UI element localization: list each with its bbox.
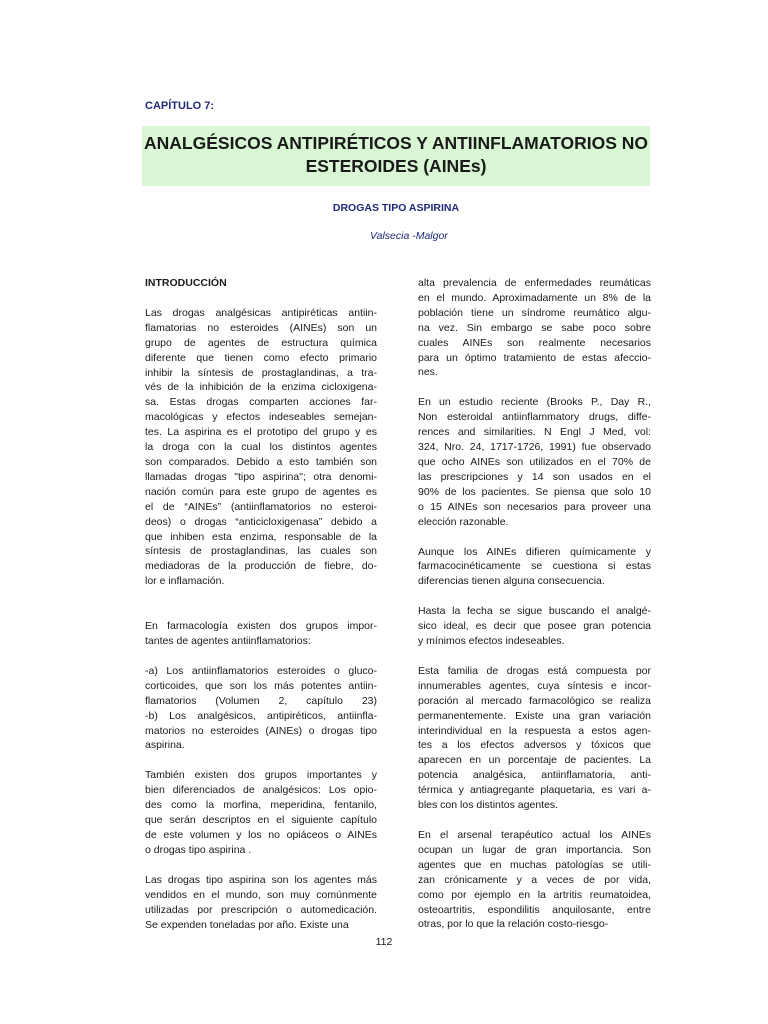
text-line: diferente que tienen como efecto primario	[145, 351, 377, 364]
text-line: rences and similarities. N Engl J Med, vol:	[418, 426, 651, 439]
text-line: interindividual en la respuesta a estos agen-	[418, 724, 651, 737]
text-line: nes.	[418, 366, 438, 379]
text-line: ocupan un lugar de gran importancia. Son	[418, 843, 651, 856]
text-line: o drogas tipo aspirina .	[145, 843, 252, 856]
text-line: población tiene un síndrome reumático algu-	[418, 306, 651, 319]
text-line: llamadas drogas "tipo aspirina"; otra denomi-	[145, 470, 377, 483]
page-number: 112	[375, 936, 393, 948]
text-line: osteoartritis, espondilitis anquilosante, entre	[418, 903, 651, 916]
text-line: innumerables agentes, cuya síntesis e incor-	[418, 679, 651, 692]
text-line: que serán descriptos en el siguiente capítulo	[145, 814, 377, 827]
right-column-body	[418, 276, 651, 932]
text-line: en el mundo. Aproximadamente un 8% de la	[418, 291, 651, 304]
text-line: tes. La aspirina es el prototipo del grupo y es	[145, 426, 377, 439]
text-line: Aunque los AINEs difieren químicamente y	[418, 545, 651, 558]
text-line: En farmacología existen dos grupos impor-	[145, 620, 377, 633]
text-line: que ocho AINEs son utilizados en el 70% de	[418, 455, 651, 468]
text-line: son comparados. Debido a esto también son	[145, 455, 377, 468]
text-line: sico ideal, es decir que posee gran potencia	[418, 620, 651, 633]
text-line: macológicas y efectos indeseables semejan-	[145, 411, 377, 424]
text-line: el de “AINEs” (antiinflamatorios no esteroi-	[145, 500, 377, 513]
text-line: la droga con la cual los distintos agentes	[145, 441, 377, 454]
right-column	[418, 276, 651, 932]
text-line: Hasta la fecha se sigue buscando el analgé-	[418, 605, 651, 618]
text-line: permanentemente. Existe una gran variación	[418, 709, 651, 722]
text-line: Non esteroidal antiinflammatory drugs, diffe-	[418, 411, 651, 424]
text-line: como por ejemplo en la artritis reumatoidea,	[418, 888, 651, 901]
text-line: y mínimos efectos indeseables.	[418, 635, 565, 648]
text-line: o 15 AINEs son necesarios para proveer una	[418, 500, 651, 513]
text-line: Se expenden toneladas por año. Existe una	[145, 918, 349, 931]
text-line: flamatorios (Volumen 2, capítulo 23)	[145, 694, 377, 707]
text-line: -b) Los analgésicos, antipiréticos, antiinfla-	[145, 709, 377, 722]
text-line: farmacocinéticamente se cuestiona si estas	[418, 560, 651, 573]
text-line: agentes que en muchas patologías se utili-	[418, 858, 651, 871]
author: Valsecia -Malgor	[370, 230, 448, 242]
text-line: vendidos en el mundo, son muy comúnmente	[145, 888, 377, 901]
text-line: otras, por lo que la relación costo-riesgo-	[418, 918, 609, 931]
text-line: síntesis de prostaglandinas, las cuales son	[145, 545, 377, 558]
text-line: na vez. Sin embargo se sabe poco sobre	[418, 321, 651, 334]
text-line: 90% de los pacientes. Se piensa que solo 10	[418, 485, 651, 498]
text-line: las prescripciones y 14 son usados en el	[418, 470, 651, 483]
text-line: poración al mercado farmacológico se realiza	[418, 694, 651, 707]
left-column	[145, 276, 377, 932]
text-line: cuales AINEs son realmente necesarios	[418, 336, 651, 349]
text-line: térmica y antiagregante plaquetaria, es vari a-	[418, 784, 651, 797]
chapter-label: CAPÍTULO 7:	[145, 100, 215, 112]
text-line: También existen dos grupos importantes y	[145, 769, 377, 782]
text-line: bles con los distintos agentes.	[418, 799, 559, 812]
text-line: corticoides, que son los más potentes antiin-	[145, 679, 377, 692]
introduction-heading: INTRODUCCIÓN	[145, 277, 227, 289]
text-line: Las drogas analgésicas antipiréticas antiin-	[145, 306, 377, 319]
text-line: bien diferenciados de analgésicos: Los opio-	[145, 784, 377, 797]
text-line: grupo de agentes de estructura química	[145, 336, 377, 349]
text-line: zan crónicamente y a veces de por vida,	[418, 873, 651, 886]
chapter-title-line-2: ESTEROIDES (AINEs)	[305, 156, 487, 176]
text-line: elección razonable.	[418, 515, 509, 528]
text-line: tes a los efectos adversos y tóxicos que	[418, 739, 651, 752]
text-line: diferencias tienen alguna consecuencia.	[418, 575, 605, 588]
text-line: mediadoras de la producción de fiebre, do-	[145, 560, 377, 573]
chapter-title-box	[142, 126, 650, 186]
text-line: vés de la inhibición de la enzima cicloxigena-	[145, 381, 377, 394]
text-line: aspirina.	[145, 739, 185, 752]
section-subtitle: DROGAS TIPO ASPIRINA	[332, 202, 460, 214]
text-line: alta prevalencia de enfermedades reumáticas	[418, 277, 651, 289]
text-line: de este volumen y los no opiáceos o AINEs	[145, 829, 377, 841]
text-line: nación común para este grupo de agentes es	[145, 485, 377, 498]
text-line: Las drogas tipo aspirina son los agentes más	[145, 873, 377, 886]
text-line: inhibir la síntesis de prostaglandinas, a tra-	[145, 366, 377, 379]
text-line: flamatorias no esteroides (AINEs) son un	[145, 321, 377, 334]
text-line: utilizadas por prescripción o automedicación.	[145, 903, 377, 916]
text-line: Esta familia de drogas está compuesta por	[418, 664, 651, 677]
text-line: 324, Nro. 24, 1717-1726, 1991) fue observado	[418, 441, 651, 454]
left-column-body	[145, 306, 377, 933]
text-line: para un óptimo tratamiento de estas afeccio-	[418, 351, 651, 364]
chapter-title-line-1: ANALGÉSICOS ANTIPIRÉTICOS Y ANTIINFLAMATORIOS NO	[144, 133, 648, 153]
text-line: deos) o drogas “anticicloxigenasa” debido a	[145, 515, 377, 528]
text-line: potencia analgésica, antiinflamatoria, anti-	[418, 769, 651, 782]
text-line: aparecen en un porcentaje de pacientes. La	[418, 754, 651, 767]
text-line: que inhiben esta enzima, responsable de la	[145, 530, 377, 543]
text-line: tantes de agentes antiinflamatorios:	[145, 635, 311, 648]
text-line: En el arsenal terapéutico actual los AINEs	[418, 829, 651, 841]
text-line: des como la morfina, meperidina, fentanilo,	[145, 799, 377, 812]
text-line: sa. Estas drogas comparten acciones far-	[145, 396, 377, 409]
text-line: En un estudio reciente (Brooks P., Day R.,	[418, 396, 651, 409]
text-line: matorios no esteroides (AINEs) o drogas tipo	[145, 724, 377, 737]
text-line: -a) Los antiinflamatorios esteroides o gluco-	[145, 664, 377, 677]
text-line: lor e inflamación.	[145, 575, 225, 588]
